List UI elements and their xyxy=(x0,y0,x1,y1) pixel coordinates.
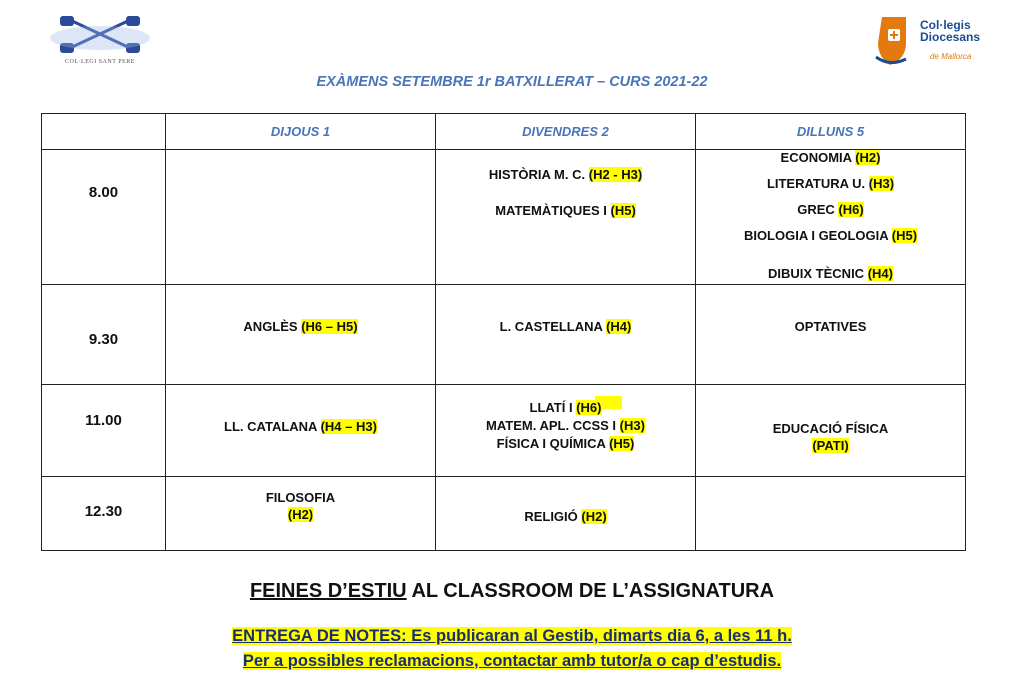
room-label: (H6) xyxy=(576,400,602,415)
room-label: (H4 – H3) xyxy=(320,419,377,434)
subject-name: FÍSICA I QUÍMICA xyxy=(496,436,606,451)
exam-entry xyxy=(696,228,965,243)
exam-entry xyxy=(166,490,435,505)
exam-cell xyxy=(436,477,696,551)
table-header-empty xyxy=(42,114,166,150)
exam-entry xyxy=(696,319,965,334)
room-label: (H2) xyxy=(855,150,881,165)
column-header: DIJOUS 1 xyxy=(166,114,436,150)
time-label: 11.00 xyxy=(85,412,122,429)
right-logo-sub: de Mallorca xyxy=(930,52,972,61)
exam-cell xyxy=(436,385,696,477)
time-label: 12.30 xyxy=(84,503,123,520)
exam-entry xyxy=(436,418,695,433)
school-logo-left xyxy=(44,10,156,68)
exam-cell xyxy=(696,477,966,551)
table-row xyxy=(42,285,966,385)
right-logo-brand-line2: Diocesans xyxy=(920,30,981,44)
subject-name: MATEM. APL. CCSS I xyxy=(486,418,617,433)
room-label: (H2) xyxy=(287,507,314,522)
subject-name: FILOSOFIA xyxy=(265,490,336,505)
exam-entry xyxy=(696,202,965,217)
section-title xyxy=(0,580,1024,603)
subject-name: MATEMÀTIQUES I xyxy=(495,203,607,218)
table-row xyxy=(42,385,966,477)
exam-cell xyxy=(166,150,436,285)
section-title-underlined: FEINES D’ESTIU xyxy=(249,580,407,602)
subject-name: EDUCACIÓ FÍSICA xyxy=(772,421,889,436)
exam-cell xyxy=(166,477,436,551)
exam-cell xyxy=(436,285,696,385)
exam-cell xyxy=(166,285,436,385)
diocesan-emblem-icon xyxy=(872,13,920,69)
exam-cell xyxy=(696,150,966,285)
exam-entry xyxy=(696,421,965,436)
room-label: (H5) xyxy=(609,436,635,451)
room-label: (H3) xyxy=(619,418,645,433)
exam-entry xyxy=(436,167,695,182)
exam-cell xyxy=(436,150,696,285)
page-title: EXÀMENS SETEMBRE 1r BATXILLERAT – CURS 2021-22 xyxy=(316,74,708,90)
subject-name: LLATÍ I xyxy=(529,400,573,415)
exam-entry xyxy=(436,319,695,334)
notice-text-1: ENTREGA DE NOTES: Es publicaran al Gestib, dimarts dia 6, a les 11 h. xyxy=(232,627,792,645)
room-label: (PATI) xyxy=(812,438,849,453)
room-label: (H4) xyxy=(606,319,632,334)
exam-cell xyxy=(696,285,966,385)
subject-name: GREC xyxy=(797,202,835,217)
time-cell xyxy=(42,150,166,285)
room-label: (H2) xyxy=(581,509,607,524)
diocesan-logo-right xyxy=(872,13,1012,69)
time-label: 8.00 xyxy=(88,184,119,201)
room-label: (H5) xyxy=(610,203,636,218)
subject-name: BIOLOGIA I GEOLOGIA xyxy=(743,228,889,243)
room-label: (H3) xyxy=(868,176,895,191)
subject-name: OPTATIVES xyxy=(794,319,867,334)
notice-line-2 xyxy=(0,652,1024,671)
subject-name: LITERATURA U. xyxy=(766,176,866,191)
time-cell xyxy=(42,285,166,385)
room-label: (H6 – H5) xyxy=(301,319,358,334)
subject-name: ANGLÈS xyxy=(243,319,298,334)
exam-entry xyxy=(166,319,435,334)
time-cell xyxy=(42,385,166,477)
notice-line-1 xyxy=(0,627,1024,646)
left-logo-caption: COL·LEGI SANT PERE xyxy=(65,59,135,65)
time-cell xyxy=(42,477,166,551)
right-logo-brand xyxy=(920,19,980,43)
exam-schedule-table xyxy=(41,113,966,551)
column-header: DIVENDRES 2 xyxy=(436,114,696,150)
subject-name: LL. CATALANA xyxy=(224,419,317,434)
exam-cell xyxy=(696,385,966,477)
exam-cell xyxy=(166,385,436,477)
table-row xyxy=(42,150,966,285)
room-label: (H5) xyxy=(891,228,918,243)
exam-entry xyxy=(436,509,695,524)
exam-entry xyxy=(696,266,965,281)
exam-entry xyxy=(436,436,695,451)
right-logo-brand-line1: Col·legis xyxy=(920,18,971,32)
exam-entry xyxy=(166,507,435,522)
column-header: DILLUNS 5 xyxy=(696,114,966,150)
room-label: (H4) xyxy=(867,266,893,281)
exam-entry xyxy=(436,400,695,415)
subject-name: HISTÒRIA M. C. xyxy=(488,167,586,182)
crossed-keys-icon xyxy=(44,10,156,58)
exam-entry xyxy=(166,419,435,434)
time-label: 9.30 xyxy=(88,331,119,348)
exam-entry xyxy=(436,203,695,218)
table-row xyxy=(42,477,966,551)
exam-entry xyxy=(696,150,965,165)
room-label: (H2 - H3) xyxy=(588,167,643,182)
table-header-row xyxy=(42,114,966,150)
subject-name: L. CASTELLANA xyxy=(499,319,603,334)
room-label: (H6) xyxy=(838,202,864,217)
section-title-rest: AL CLASSROOM DE L’ASSIGNATURA xyxy=(406,580,775,602)
exam-entry xyxy=(696,176,965,191)
exam-entry xyxy=(696,438,965,453)
subject-name: DIBUIX TÈCNIC xyxy=(768,266,865,281)
subject-name: RELIGIÓ xyxy=(524,509,578,524)
notice-text-2: Per a possibles reclamacions, contactar amb tutor/a o cap d’estudis. xyxy=(242,652,782,670)
subject-name: ECONOMIA xyxy=(780,150,852,165)
